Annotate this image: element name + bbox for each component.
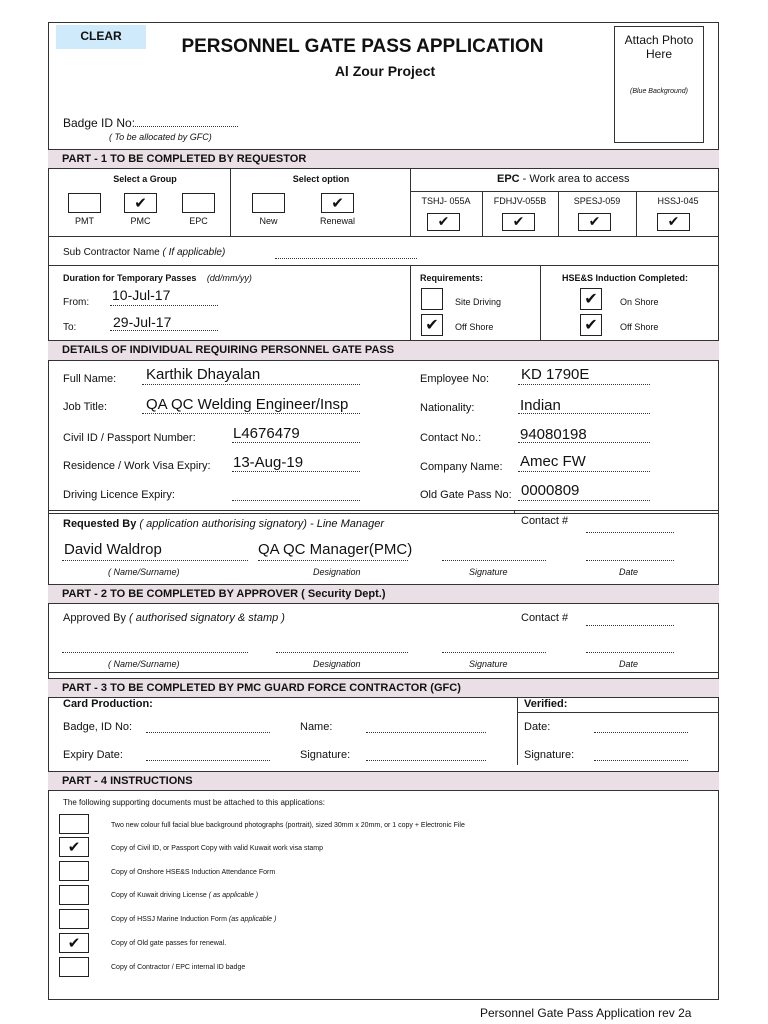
req-cap-designation: Designation (313, 567, 361, 577)
instruction-text-main: Copy of HSSJ Marine Induction Form (111, 916, 227, 923)
instruction-checkbox[interactable] (59, 909, 89, 929)
badge-id-field[interactable] (133, 126, 238, 127)
project-name: Al Zour Project (334, 63, 436, 79)
duration-label (63, 273, 252, 283)
instruction-checkbox[interactable] (59, 814, 89, 834)
req-cap-date: Date (619, 567, 639, 577)
requester-date-field[interactable] (586, 560, 674, 561)
job-title-label: Job Title: (63, 401, 108, 413)
instruction-text: Two new colour full facial blue background photographs (portrait), sized 30mm x 20mm, or 1 copy + Electronic File (111, 822, 465, 829)
instruction-text: Copy of Onshore HSE&S Induction Attendance Form (111, 869, 276, 876)
contact-no-value[interactable]: 94080198 (520, 426, 587, 443)
area-hssj-label: HSSJ-045 (657, 196, 699, 206)
from-label: From: (63, 297, 90, 308)
photo-box[interactable] (614, 26, 704, 143)
part4-heading: PART - 4 INSTRUCTIONS (48, 771, 719, 791)
card-name-field[interactable] (366, 732, 486, 733)
group-pmc-checkbox[interactable]: ✔ (124, 193, 157, 213)
instruction-text (111, 892, 258, 899)
area-tshj-label: TSHJ- 055A (421, 196, 471, 206)
approved-by-label-ital: ( authorised signatory & stamp ) (125, 612, 285, 624)
card-badge-field[interactable] (146, 732, 270, 733)
area-spesj-label: SPESJ-059 (573, 196, 621, 206)
from-date-value[interactable]: 10-Jul-17 (112, 287, 171, 303)
verified-date-label: Date: (524, 721, 551, 733)
to-date-value[interactable]: 29-Jul-17 (113, 314, 172, 330)
instruction-text: Copy of Contractor / EPC internal ID badge (111, 964, 246, 971)
hse-heading: HSE&S Induction Completed: (562, 273, 688, 283)
duration-note: (dd/mm/yy) (206, 273, 252, 283)
approved-by-label (63, 612, 285, 624)
req-site-driving-checkbox[interactable] (421, 288, 443, 310)
nationality-label: Nationality: (420, 402, 475, 414)
req-off-shore-label: Off Shore (455, 322, 494, 332)
requester-signature-field[interactable] (442, 560, 546, 561)
req-off-shore-checkbox[interactable]: ✔ (421, 314, 443, 336)
area-hssj-checkbox[interactable]: ✔ (657, 213, 690, 231)
hse-off-shore-label: Off Shore (620, 322, 659, 332)
approved-by-label-plain: Approved By (63, 612, 126, 624)
requester-name-value[interactable]: David Waldrop (64, 541, 162, 558)
full-name-value[interactable]: Karthik Dhayalan (146, 366, 261, 383)
employee-no-value[interactable]: KD 1790E (521, 366, 590, 383)
clear-button[interactable]: CLEAR (56, 25, 146, 49)
approver-name-field[interactable] (62, 652, 248, 653)
approver-designation-field[interactable] (276, 652, 408, 653)
badge-id-label: Badge ID No: (63, 116, 136, 130)
approver-signature-field[interactable] (442, 652, 546, 653)
area-spesj-checkbox[interactable]: ✔ (578, 213, 611, 231)
area-tshj-checkbox[interactable]: ✔ (427, 213, 460, 231)
photo-label-line2: Here (645, 47, 672, 61)
verified-date-field[interactable] (594, 732, 688, 733)
epc-heading-bold: EPC (497, 173, 520, 185)
contact-no-label: Contact No.: (420, 432, 482, 444)
app-cap-date: Date (619, 659, 639, 669)
verified-signature-label: Signature: (524, 749, 575, 761)
verified-signature-field[interactable] (594, 760, 688, 761)
details-heading: DETAILS OF INDIVIDUAL REQUIRING PERSONNEL GATE PASS (48, 340, 719, 361)
card-name-label: Name: (300, 721, 333, 733)
group-heading: Select a Group (113, 174, 177, 184)
instruction-text (111, 916, 276, 923)
group-epc-label: EPC (189, 216, 208, 226)
photo-note: (Blue Background) (630, 88, 688, 95)
req-site-driving-label: Site Driving (455, 297, 502, 307)
instruction-checkbox[interactable] (59, 885, 89, 905)
option-new-label: New (259, 216, 278, 226)
epc-heading-rest: - Work area to access (519, 173, 630, 185)
verified-heading: Verified: (524, 698, 568, 710)
card-signature-label: Signature: (300, 749, 351, 761)
requested-contact-label: Contact # (521, 515, 569, 527)
part2-heading: PART - 2 TO BE COMPLETED BY APPROVER ( Security Dept.) (48, 584, 719, 604)
instruction-text: Copy of Old gate passes for renewal. (111, 940, 227, 947)
instruction-text: Copy of Civil ID, or Passport Copy with valid Kuwait work visa stamp (111, 845, 324, 852)
part3-heading: PART - 3 TO BE COMPLETED BY PMC GUARD FORCE CONTRACTOR (GFC) (48, 678, 719, 698)
nationality-value[interactable]: Indian (520, 397, 561, 414)
option-renewal-label: Renewal (319, 216, 356, 226)
area-fdhjv-label: FDHJV-055B (493, 196, 547, 206)
req-cap-name: ( Name/Surname) (108, 567, 180, 577)
card-expiry-label: Expiry Date: (63, 749, 123, 761)
subcontractor-label (63, 247, 225, 258)
part1-heading: PART - 1 TO BE COMPLETED BY REQUESTOR (48, 149, 719, 169)
licence-expiry-label: Driving Licence Expiry: (63, 489, 175, 501)
hse-on-shore-label: On Shore (620, 297, 659, 307)
option-new-checkbox[interactable] (252, 193, 285, 213)
app-cap-name: ( Name/Surname) (108, 659, 180, 669)
card-badge-label: Badge, ID No: (63, 721, 133, 733)
app-cap-signature: Signature (469, 659, 508, 669)
req-cap-signature: Signature (469, 567, 508, 577)
area-fdhjv-checkbox[interactable]: ✔ (502, 213, 535, 231)
civil-id-value[interactable]: L4676479 (233, 425, 300, 442)
instruction-checkbox-checked[interactable]: ✔ (59, 837, 89, 857)
card-production-heading: Card Production: (63, 698, 153, 710)
hse-on-shore-checkbox[interactable]: ✔ (580, 288, 602, 310)
licence-expiry-field[interactable] (232, 500, 360, 501)
company-name-label: Company Name: (420, 461, 503, 473)
part4-intro: The following supporting documents must be attached to this applications: (63, 798, 325, 807)
instruction-checkbox-checked[interactable]: ✔ (59, 933, 89, 953)
footer-revision: Personnel Gate Pass Application rev 2a (480, 1006, 692, 1020)
requirements-heading: Requirements: (420, 273, 484, 283)
company-name-value[interactable]: Amec FW (520, 453, 586, 470)
subcontractor-note: ( If applicable) (162, 247, 226, 258)
employee-no-label: Employee No: (420, 373, 490, 385)
approver-contact-label: Contact # (521, 612, 569, 624)
civil-id-label: Civil ID / Passport Number: (63, 432, 196, 444)
requested-by-label-rest: ( application authorising signatory) - Line Manager (136, 518, 384, 530)
group-pmt-checkbox[interactable] (68, 193, 101, 213)
instruction-text-note: ( as applicable ) (206, 892, 259, 899)
instruction-checkbox[interactable] (59, 861, 89, 881)
instruction-text-main: Copy of Kuwait driving License (111, 892, 207, 899)
old-gate-pass-label: Old Gate Pass No: (420, 489, 512, 501)
visa-expiry-value[interactable]: 13-Aug-19 (233, 454, 304, 471)
full-name-label: Full Name: (63, 373, 117, 385)
hse-off-shore-checkbox[interactable]: ✔ (580, 314, 602, 336)
to-label: To: (63, 322, 77, 333)
photo-label-line1: Attach Photo (624, 33, 694, 47)
instruction-checkbox[interactable] (59, 957, 89, 977)
duration-label-text: Duration for Temporary Passes (63, 273, 197, 283)
form-title: PERSONNEL GATE PASS APPLICATION (181, 36, 544, 57)
group-pmc-label: PMC (130, 216, 151, 226)
requester-designation-value[interactable]: QA QC Manager(PMC) (258, 541, 413, 558)
group-epc-checkbox[interactable] (182, 193, 215, 213)
requested-by-label-bold: Requested By (63, 518, 137, 530)
job-title-value[interactable]: QA QC Welding Engineer/Insp (146, 396, 349, 413)
requested-by-label (63, 518, 384, 530)
epc-heading (497, 173, 629, 185)
approver-contact-field[interactable] (586, 625, 674, 626)
approver-date-field[interactable] (586, 652, 674, 653)
card-signature-field[interactable] (366, 760, 486, 761)
requested-contact-field[interactable] (586, 532, 674, 533)
visa-expiry-label: Residence / Work Visa Expiry: (63, 460, 211, 472)
subcontractor-label-text: Sub Contractor Name (63, 247, 160, 258)
group-pmt-label: PMT (75, 216, 94, 226)
instruction-text-note: (as applicable ) (226, 916, 277, 923)
app-cap-designation: Designation (313, 659, 361, 669)
old-gate-pass-value[interactable]: 0000809 (521, 482, 580, 499)
subcontractor-field[interactable] (275, 258, 417, 259)
card-expiry-field[interactable] (146, 760, 270, 761)
option-renewal-checkbox[interactable]: ✔ (321, 193, 354, 213)
option-heading: Select option (292, 174, 350, 184)
badge-id-note: ( To be allocated by GFC) (109, 132, 212, 142)
